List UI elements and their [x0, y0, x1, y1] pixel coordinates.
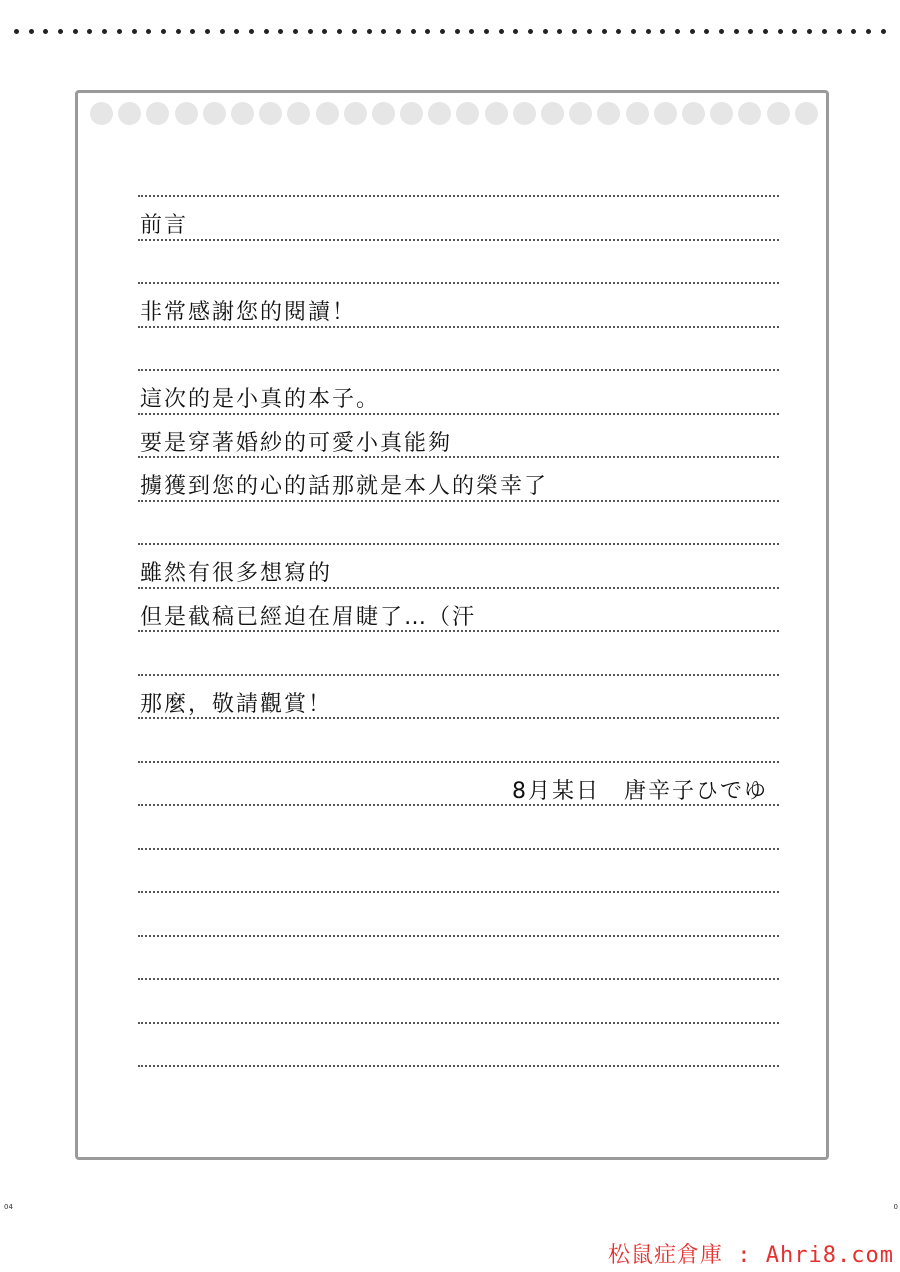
border-dot — [851, 29, 856, 34]
border-dot — [73, 29, 78, 34]
binder-hole — [569, 102, 592, 125]
notepad-page — [75, 90, 829, 1160]
border-dot — [719, 29, 724, 34]
binder-hole — [682, 102, 705, 125]
border-dot — [29, 29, 34, 34]
border-dot — [190, 29, 195, 34]
binder-hole — [90, 102, 113, 125]
ruled-line — [138, 891, 779, 893]
binder-hole — [372, 102, 395, 125]
border-dot — [837, 29, 842, 34]
border-dot — [43, 29, 48, 34]
border-dot — [264, 29, 269, 34]
ruled-line — [138, 935, 779, 937]
border-dot — [748, 29, 753, 34]
border-dot — [205, 29, 210, 34]
border-dot — [866, 29, 871, 34]
binder-hole — [316, 102, 339, 125]
border-dot — [499, 29, 504, 34]
binder-hole — [118, 102, 141, 125]
letter-line: 那麼，敬請觀賞！ — [140, 692, 333, 717]
border-dot — [557, 29, 562, 34]
ruled-line — [138, 848, 779, 850]
page-number-left: 04 — [4, 1203, 13, 1211]
border-dot — [807, 29, 812, 34]
border-dot — [587, 29, 592, 34]
ruled-line — [138, 195, 779, 197]
binder-hole — [767, 102, 790, 125]
binder-hole — [597, 102, 620, 125]
ruled-line — [138, 674, 779, 676]
ruled-line — [138, 282, 779, 284]
binder-hole — [654, 102, 677, 125]
binder-hole — [428, 102, 451, 125]
border-dot — [278, 29, 283, 34]
border-dot — [543, 29, 548, 34]
binder-hole — [456, 102, 479, 125]
border-dot — [602, 29, 607, 34]
binder-hole — [287, 102, 310, 125]
letter-heading: 前言 — [140, 213, 189, 238]
border-dot — [87, 29, 92, 34]
ruled-line — [138, 761, 779, 763]
binder-hole — [400, 102, 423, 125]
letter-line: 但是截稿已經迫在眉睫了…（汗 — [140, 605, 477, 630]
border-dot — [646, 29, 651, 34]
border-dot — [440, 29, 445, 34]
binder-hole — [541, 102, 564, 125]
binder-holes — [90, 100, 818, 126]
border-dot — [704, 29, 709, 34]
border-dot — [220, 29, 225, 34]
letter-line: 這次的是小真的本子。 — [140, 387, 381, 412]
binder-hole — [259, 102, 282, 125]
page-number-right: 0 — [893, 1203, 898, 1211]
letter-signature: 8月某日 唐辛子ひでゆ — [512, 779, 768, 804]
binder-hole — [344, 102, 367, 125]
binder-hole — [175, 102, 198, 125]
border-dot — [616, 29, 621, 34]
border-dot — [337, 29, 342, 34]
border-dot — [102, 29, 107, 34]
watermark-text: 松鼠症倉庫 : Ahri8.com — [608, 1243, 894, 1268]
border-dot — [308, 29, 313, 34]
border-dot — [117, 29, 122, 34]
border-dot — [322, 29, 327, 34]
border-dot — [660, 29, 665, 34]
border-dot — [763, 29, 768, 34]
border-dot — [176, 29, 181, 34]
border-dot — [396, 29, 401, 34]
border-dot — [234, 29, 239, 34]
border-dot — [381, 29, 386, 34]
ruled-line — [138, 1022, 779, 1024]
ruled-line — [138, 239, 779, 241]
letter-line: 雖然有很多想寫的 — [140, 561, 333, 586]
border-dot — [132, 29, 137, 34]
ruled-line — [138, 369, 779, 371]
border-dot — [778, 29, 783, 34]
border-dot — [469, 29, 474, 34]
border-dot — [293, 29, 298, 34]
binder-hole — [485, 102, 508, 125]
border-dot — [425, 29, 430, 34]
border-dot — [249, 29, 254, 34]
border-dot — [367, 29, 372, 34]
binder-hole — [795, 102, 818, 125]
border-dot — [513, 29, 518, 34]
border-dot — [528, 29, 533, 34]
border-dot — [146, 29, 151, 34]
binder-hole — [203, 102, 226, 125]
border-dot — [675, 29, 680, 34]
binder-hole — [146, 102, 169, 125]
border-dot — [58, 29, 63, 34]
border-dot — [792, 29, 797, 34]
binder-hole — [231, 102, 254, 125]
letter-line: 非常感謝您的閱讀！ — [140, 300, 357, 325]
border-dot — [734, 29, 739, 34]
top-dot-border — [14, 24, 886, 38]
binder-hole — [710, 102, 733, 125]
ruled-line — [138, 978, 779, 980]
letter-line: 擄獲到您的心的話那就是本人的榮幸了 — [140, 474, 549, 499]
border-dot — [161, 29, 166, 34]
letter-line: 要是穿著婚紗的可愛小真能夠 — [140, 431, 453, 456]
border-dot — [631, 29, 636, 34]
border-dot — [455, 29, 460, 34]
border-dot — [411, 29, 416, 34]
border-dot — [690, 29, 695, 34]
border-dot — [352, 29, 357, 34]
binder-hole — [738, 102, 761, 125]
border-dot — [881, 29, 886, 34]
ruled-line — [138, 1065, 779, 1067]
binder-hole — [513, 102, 536, 125]
border-dot — [822, 29, 827, 34]
border-dot — [484, 29, 489, 34]
border-dot — [14, 29, 19, 34]
border-dot — [572, 29, 577, 34]
binder-hole — [626, 102, 649, 125]
ruled-line — [138, 543, 779, 545]
